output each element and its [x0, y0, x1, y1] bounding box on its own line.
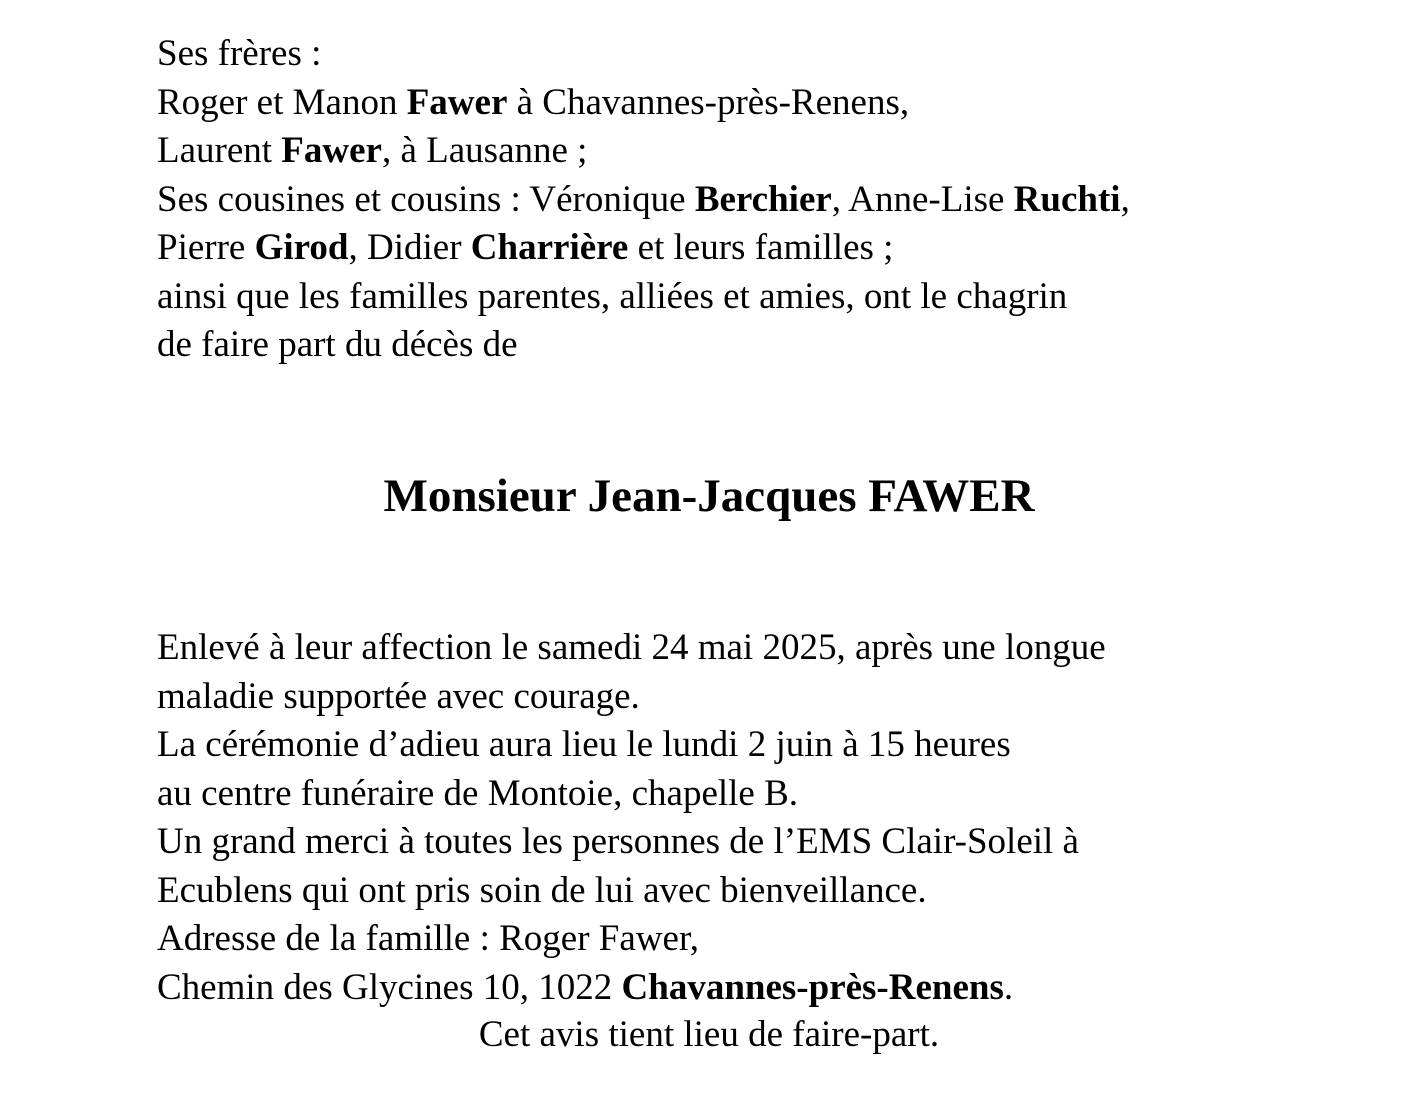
- body-line-1: Enlevé à leur affection le samedi 24 mai 2025, après une longue: [157, 627, 1106, 668]
- intro-line-7: de faire part du décès de: [157, 324, 518, 365]
- closing-note: Cet avis tient lieu de faire-part.: [478, 1014, 940, 1055]
- surname: Ruchti: [1013, 178, 1121, 220]
- body-line-2: maladie supportée avec courage.: [157, 675, 640, 717]
- body-line-3: La cérémonie d’adieu aura lieu le lundi 2 juin à 15 heures: [157, 724, 1011, 765]
- intro-line-5: Pierre Girod, Didier Charrière et leurs familles ;: [157, 227, 894, 268]
- body-line-7: Adresse de la famille : Roger Fawer,: [157, 918, 700, 959]
- surname: Fawer: [406, 81, 508, 123]
- surname: Girod: [254, 227, 349, 268]
- deceased-name: Monsieur Jean-Jacques FAWER: [383, 470, 1035, 522]
- body-line-5: Un grand merci à toutes les personnes de l’EMS Clair-Soleil à: [157, 821, 1079, 862]
- intro-line-2: Roger et Manon Fawer à Chavannes-près-Renens,: [157, 81, 910, 123]
- body-line-8: Chemin des Glycines 10, 1022 Chavannes-près-Renens.: [157, 966, 1014, 1008]
- intro-line-3: Laurent Fawer, à Lausanne ;: [157, 130, 588, 171]
- body-line-4: au centre funéraire de Montoie, chapelle B.: [157, 772, 799, 814]
- town-name: Chavannes-près-Renens: [621, 966, 1004, 1008]
- surname: Berchier: [694, 178, 832, 220]
- surname: Charrière: [470, 227, 629, 268]
- intro-line-4: Ses cousines et cousins : Véronique Berchier, Anne-Lise Ruchti,: [157, 178, 1130, 220]
- body-line-6: Ecublens qui ont pris soin de lui avec bienveillance.: [157, 869, 927, 911]
- intro-line-6: ainsi que les familles parentes, alliées et amies, ont le chagrin: [157, 275, 1068, 317]
- ceremony-details: [157, 624, 1337, 1012]
- surname: Fawer: [281, 130, 382, 171]
- intro-line-1: Ses frères :: [157, 33, 322, 74]
- family-announcement: [157, 30, 1337, 370]
